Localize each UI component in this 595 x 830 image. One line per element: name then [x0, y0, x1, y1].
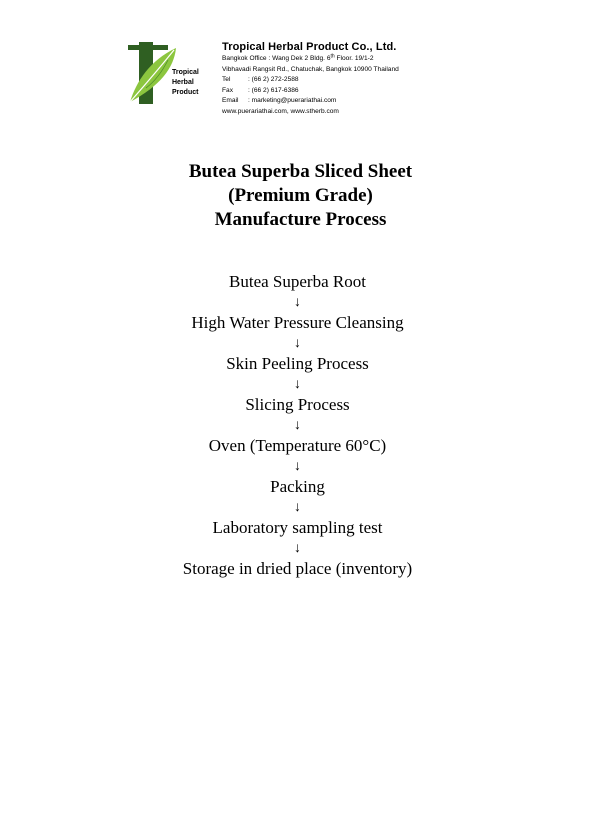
- down-arrow-icon: ↓: [294, 376, 301, 392]
- title-line: Butea Superba Sliced Sheet: [188, 161, 413, 182]
- office-address-text: Bangkok Office : Wang Dek 2 Bldg. 6: [222, 55, 331, 62]
- floor-superscript: th: [330, 53, 335, 60]
- process-step: High Water Pressure Cleansing: [191, 313, 404, 332]
- down-arrow-icon: ↓: [294, 458, 301, 474]
- fax-line: [222, 86, 492, 97]
- company-name: Tropical Herbal Product Co., Ltd.: [222, 41, 397, 53]
- websites: www.puerariathai.com, www.stherb.com: [222, 107, 339, 115]
- email-value: : marketing@puerariathai.com: [248, 97, 337, 105]
- company-logo: [128, 42, 208, 104]
- tel-value: : (66 2) 272-2588: [248, 76, 299, 84]
- process-step: Slicing Process: [245, 395, 350, 414]
- down-arrow-icon: ↓: [294, 540, 301, 556]
- process-step: Oven (Temperature 60°C): [208, 436, 387, 455]
- process-step: Storage in dried place (inventory): [182, 559, 413, 578]
- process-step: Butea Superba Root: [229, 272, 366, 291]
- process-step: Laboratory sampling test: [212, 518, 383, 537]
- street-address: Vibhavadi Rangsit Rd., Chatuchak, Bangkok 10900 Thailand: [222, 65, 399, 73]
- down-arrow-icon: ↓: [294, 417, 301, 433]
- down-arrow-icon: ↓: [294, 294, 301, 310]
- logo-text: [172, 68, 199, 98]
- down-arrow-icon: ↓: [294, 499, 301, 515]
- email-label: Email: [222, 97, 239, 105]
- fax-label: Fax: [222, 86, 233, 94]
- email-line: [222, 96, 492, 107]
- process-step: Skin Peeling Process: [226, 354, 369, 373]
- letterhead: [128, 40, 488, 120]
- tel-line: [222, 75, 492, 86]
- logo-text-line: Herbal: [172, 79, 194, 86]
- fax-value: : (66 2) 617-6386: [248, 86, 299, 94]
- title-line: Manufacture Process: [214, 209, 387, 230]
- office-address-suffix: Floor. 19/1-2: [334, 55, 374, 62]
- logo-text-line: Product: [172, 89, 199, 96]
- process-flow: [0, 272, 595, 580]
- tel-label: Tel: [222, 76, 231, 84]
- down-arrow-icon: ↓: [294, 335, 301, 351]
- logo-text-line: Tropical: [172, 69, 199, 76]
- process-step: Packing: [270, 477, 325, 496]
- company-info: [222, 40, 492, 118]
- document-title: [0, 160, 595, 232]
- office-address: [222, 54, 492, 65]
- title-line: (Premium Grade): [228, 185, 373, 206]
